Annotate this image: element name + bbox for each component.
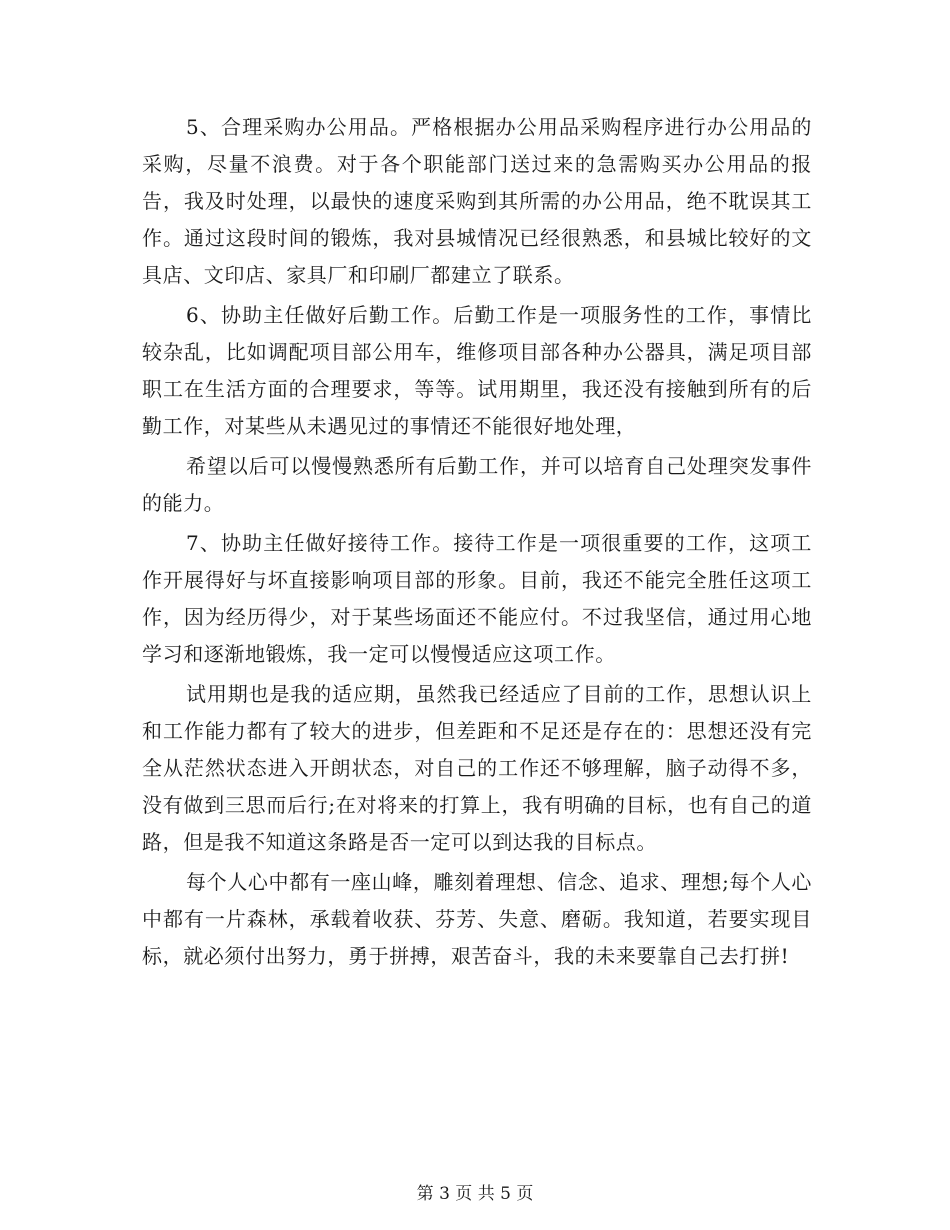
paragraph-logistics-continuation: 希望以后可以慢慢熟悉所有后勤工作，并可以培育自己处理突发事件的能力。 <box>142 454 812 515</box>
paragraph-item-5: 5、合理采购办公用品。严格根据办公用品采购程序进行办公用品的采购，尽量不浪费。对于各个职能部门送过来的急需购买办公用品的报告，我及时处理，以最快的速度采购到其所需的办公用品，绝不耽误其工作。通过这段时间的锻炼，我对县城情况已经很熟悉，和县城比较好的文具店、文印店、家具厂和印刷厂都建立了联系。 <box>142 115 812 287</box>
paragraph-item-6: 6、协助主任做好后勤工作。后勤工作是一项服务性的工作，事情比较杂乱，比如调配项目部公用车，维修项目部各种办公器具，满足项目部职工在生活方面的合理要求，等等。试用期里，我还没有接触到所有的后勤工作，对某些从未遇见过的事情还不能很好地处理， <box>142 303 812 438</box>
page-number-footer: 第 3 页 共 5 页 <box>416 1184 534 1204</box>
document-body <box>142 109 812 978</box>
paragraph-closing: 每个人心中都有一座山峰，雕刻着理想、信念、追求、理想;每个人心中都有一片森林，承载着收获、芬芳、失意、磨砺。我知道，若要实现目标，就必须付出努力，勇于拼搏，艰苦奋斗，我的未来要靠自己去打拼! <box>142 870 812 968</box>
paragraph-probation-reflection: 试用期也是我的适应期，虽然我已经适应了目前的工作，思想认识上和工作能力都有了较大的进步，但差距和不足还是存在的：思想还没有完全从茫然状态进入开朗状态，对自己的工作还不够理解，脑子动得不多，没有做到三思而后行;在对将来的打算上，我有明确的目标，也有自己的道路，但是我不知道这条路是否一定可以到达我的目标点。 <box>142 682 812 854</box>
paragraph-item-7: 7、协助主任做好接待工作。接待工作是一项很重要的工作，这项工作开展得好与坏直接影响项目部的形象。目前，我还不能完全胜任这项工作，因为经历得少，对于某些场面还不能应付。不过我坚信，通过用心地学习和逐渐地锻炼，我一定可以慢慢适应这项工作。 <box>142 531 812 666</box>
